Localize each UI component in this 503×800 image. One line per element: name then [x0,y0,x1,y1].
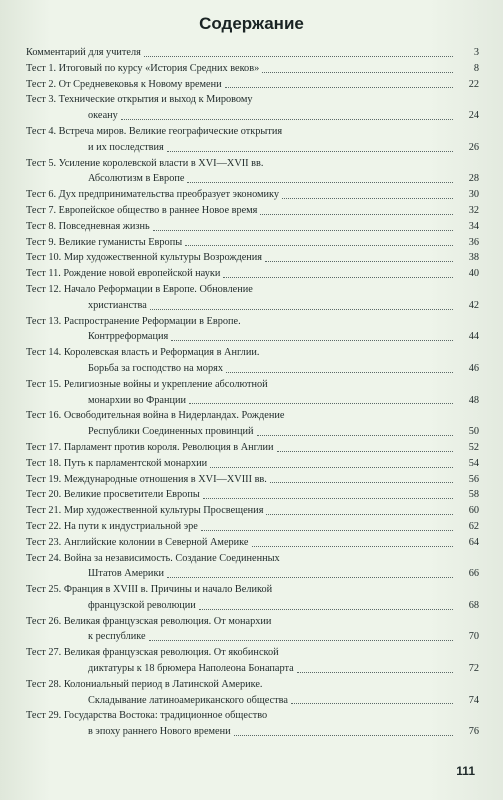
toc-entry-title-continued: монархии во Франции [88,394,187,406]
dot-leader [226,371,453,373]
toc-entry [26,677,479,709]
dot-leader [282,197,453,199]
toc-entry-text [26,440,453,456]
dot-leader [277,450,453,452]
toc-entry-title-continued: французской революции [88,599,196,611]
toc-entry-title: Тест 10. Мир художественной культуры Возрождения [26,252,263,264]
toc-entry-page: 36 [468,236,479,248]
toc-entry [26,45,479,61]
toc-entry-title-continued: Республики Соединенных провинций [88,426,254,438]
toc-entry-page: 26 [468,141,479,153]
dot-leader [149,639,453,641]
dot-leader [291,702,453,704]
dot-leader [203,497,453,499]
toc-entry-title: Тест 17. Парламент против короля. Революция в Англии [26,441,274,453]
toc-entry-page: 72 [468,663,479,675]
toc-entry-title-continued: Контрреформация [88,331,169,343]
toc-entry-text [26,487,453,503]
toc-entry-page: 32 [468,204,479,216]
toc-entry [26,408,479,440]
toc-entry-title: Тест 1. Итоговый по курсу «История Средних веков» [26,62,260,74]
toc-entry-title: Тест 26. Великая французская революция. От монархии [26,615,272,627]
dot-leader [150,308,453,310]
toc-entry-title: Тест 15. Религиозные войны и укрепление абсолютной [26,378,268,390]
toc-entry-text [26,45,453,61]
toc-entry-page: 22 [468,78,479,90]
toc-entry-page: 60 [468,505,479,517]
dot-leader [153,229,453,231]
toc-entry [26,219,479,235]
toc-entry-title: Тест 16. Освободительная война в Нидерландах. Рождение [26,410,285,422]
toc-entry-title: Тест 8. Повседневная жизнь [26,220,150,232]
toc-entry-title: Тест 13. Распространение Реформации в Европе. [26,315,241,327]
dot-leader [210,466,453,468]
toc-entry [26,472,479,488]
toc-entry [26,124,479,156]
toc-entry-title-continued: и их последствия [88,141,164,153]
toc-entry [26,92,479,124]
toc-entry-text [26,503,453,519]
toc-entry [26,61,479,77]
toc-entry-page: 42 [468,299,479,311]
toc-entry-title: Тест 5. Усиление королевской власти в XVI—XVII вв. [26,157,264,169]
toc-entry-page: 56 [468,473,479,485]
toc-entry-page: 64 [468,536,479,548]
toc-entry-title: Тест 7. Европейское общество в раннее Новое время [26,204,258,216]
toc-entry-title: Тест 20. Великие просветители Европы [26,489,200,501]
dot-leader [187,181,453,183]
dot-leader [185,244,453,246]
toc-entry [26,235,479,251]
toc-entry-title-continued: диктатуры к 18 брюмера Наполеона Бонапарта [88,663,294,675]
dot-leader [257,434,453,436]
toc-entry [26,250,479,266]
toc-entry-title-continued: Борьба за господство на морях [88,362,223,374]
toc-entry-page: 30 [468,189,479,201]
toc-entry-page: 50 [468,426,479,438]
toc-entry [26,377,479,409]
toc-entry-title-continued: в эпоху раннего Нового времени [88,726,231,738]
toc-entry-title: Тест 22. На пути к индустриальной эре [26,520,198,532]
dot-leader [199,608,453,610]
toc-entry [26,487,479,503]
toc-entry-title: Тест 9. Великие гуманисты Европы [26,236,183,248]
toc-entry [26,314,479,346]
toc-entry-text [26,187,453,203]
toc-entry-text [26,61,453,77]
toc-entry-title: Тест 27. Великая французская революция. От якобинской [26,647,279,659]
toc-entry-page: 48 [468,394,479,406]
toc-entry-page: 62 [468,520,479,532]
toc-entry-title: Тест 6. Дух предпринимательства преобразует экономику [26,189,280,201]
toc-entry-page: 76 [468,726,479,738]
toc-entry-title: Тест 23. Английские колонии в Северной Америке [26,536,249,548]
toc-entry-text [26,250,453,266]
toc-entry-text [26,235,453,251]
toc-entry-title: Тест 19. Международные отношения в XVI—XVIII вв. [26,473,267,485]
toc-entry-text [26,203,453,219]
toc-entry-page: 68 [468,599,479,611]
toc-entry-page: 40 [468,268,479,280]
toc-entry [26,156,479,188]
toc-entry [26,519,479,535]
toc-entry [26,203,479,219]
dot-leader [252,545,454,547]
toc-entry-title-continued: Штатов Америки [88,568,164,580]
toc-entry-page: 28 [468,173,479,185]
toc-entry-text [26,77,453,93]
dot-leader [270,481,453,483]
toc-entry-title-continued: океану [88,110,118,122]
toc-entry-title: Тест 2. От Средневековья к Новому времени [26,78,222,90]
toc-entry-page: 34 [468,220,479,232]
toc-entry-page: 38 [468,252,479,264]
dot-leader [262,71,453,73]
toc-entry-title-continued: Складывание латиноамериканского общества [88,694,288,706]
toc-entry-title: Комментарий для учителя [26,47,141,58]
toc-entry-page: 46 [468,362,479,374]
dot-leader [121,118,453,120]
toc-entry [26,614,479,646]
page-title: Содержание [199,14,304,33]
toc-entry-text [26,266,453,282]
toc-entry [26,187,479,203]
page-number: 111 [456,764,475,778]
toc-entry-title: Тест 24. Война за независимость. Создание Соединенных [26,552,280,564]
toc-entry-title: Тест 21. Мир художественной культуры Просвещения [26,505,264,517]
toc-entry [26,440,479,456]
toc-entry [26,535,479,551]
dot-leader [144,55,453,57]
toc-entry-page: 74 [468,694,479,706]
toc-entry [26,582,479,614]
toc-entry-title-continued: к республике [88,631,146,643]
toc-entry-title: Тест 29. Государства Востока: традиционное общество [26,710,268,722]
toc-entry-page: 52 [468,441,479,453]
toc-entry-text [26,456,453,472]
dot-leader [167,150,453,152]
dot-leader [223,276,453,278]
toc-entry [26,456,479,472]
toc-entry [26,266,479,282]
toc-entry [26,282,479,314]
toc-entry-page: 24 [468,110,479,122]
dot-leader [234,734,453,736]
toc-entry-page: 44 [468,331,479,343]
toc-entry-title: Тест 12. Начало Реформации в Европе. Обновление [26,283,253,295]
toc-entry-title: Тест 14. Королевская власть и Реформация в Англии. [26,347,260,359]
toc-entry-text [26,519,453,535]
toc-entry-title-continued: Абсолютизм в Европе [88,173,185,185]
toc-entry-title: Тест 4. Встреча миров. Великие географические открытия [26,125,283,137]
dot-leader [265,260,453,262]
toc-entry-page: 66 [468,568,479,580]
dot-leader [171,339,453,341]
toc-entry-page: 3 [473,47,479,58]
toc-entry-title: Тест 3. Технические открытия и выход к Мировому [26,94,253,106]
toc-entry-text [26,535,453,551]
dot-leader [260,213,453,215]
toc-entry [26,645,479,677]
toc-entry-title: Тест 11. Рождение новой европейской науки [26,268,221,280]
dot-leader [201,529,453,531]
table-of-contents [26,45,479,740]
dot-leader [225,86,453,88]
toc-entry-text [26,219,453,235]
dot-leader [266,513,453,515]
toc-entry [26,708,479,740]
dot-leader [297,671,453,673]
dot-leader [189,402,453,404]
toc-entry [26,345,479,377]
toc-entry [26,77,479,93]
toc-entry-title: Тест 28. Колониальный период в Латинской Америке. [26,678,263,690]
toc-entry-title: Тест 25. Франция в XVIII в. Причины и начало Великой [26,584,273,596]
toc-entry-title: Тест 18. Путь к парламентской монархии [26,457,208,469]
toc-entry-text [26,472,453,488]
toc-entry [26,551,479,583]
toc-entry-page: 58 [468,489,479,501]
toc-entry-title-continued: христианства [88,299,147,311]
toc-entry [26,503,479,519]
dot-leader [167,576,453,578]
toc-entry-page: 8 [473,62,479,74]
toc-entry-page: 54 [468,457,479,469]
toc-entry-page: 70 [468,631,479,643]
